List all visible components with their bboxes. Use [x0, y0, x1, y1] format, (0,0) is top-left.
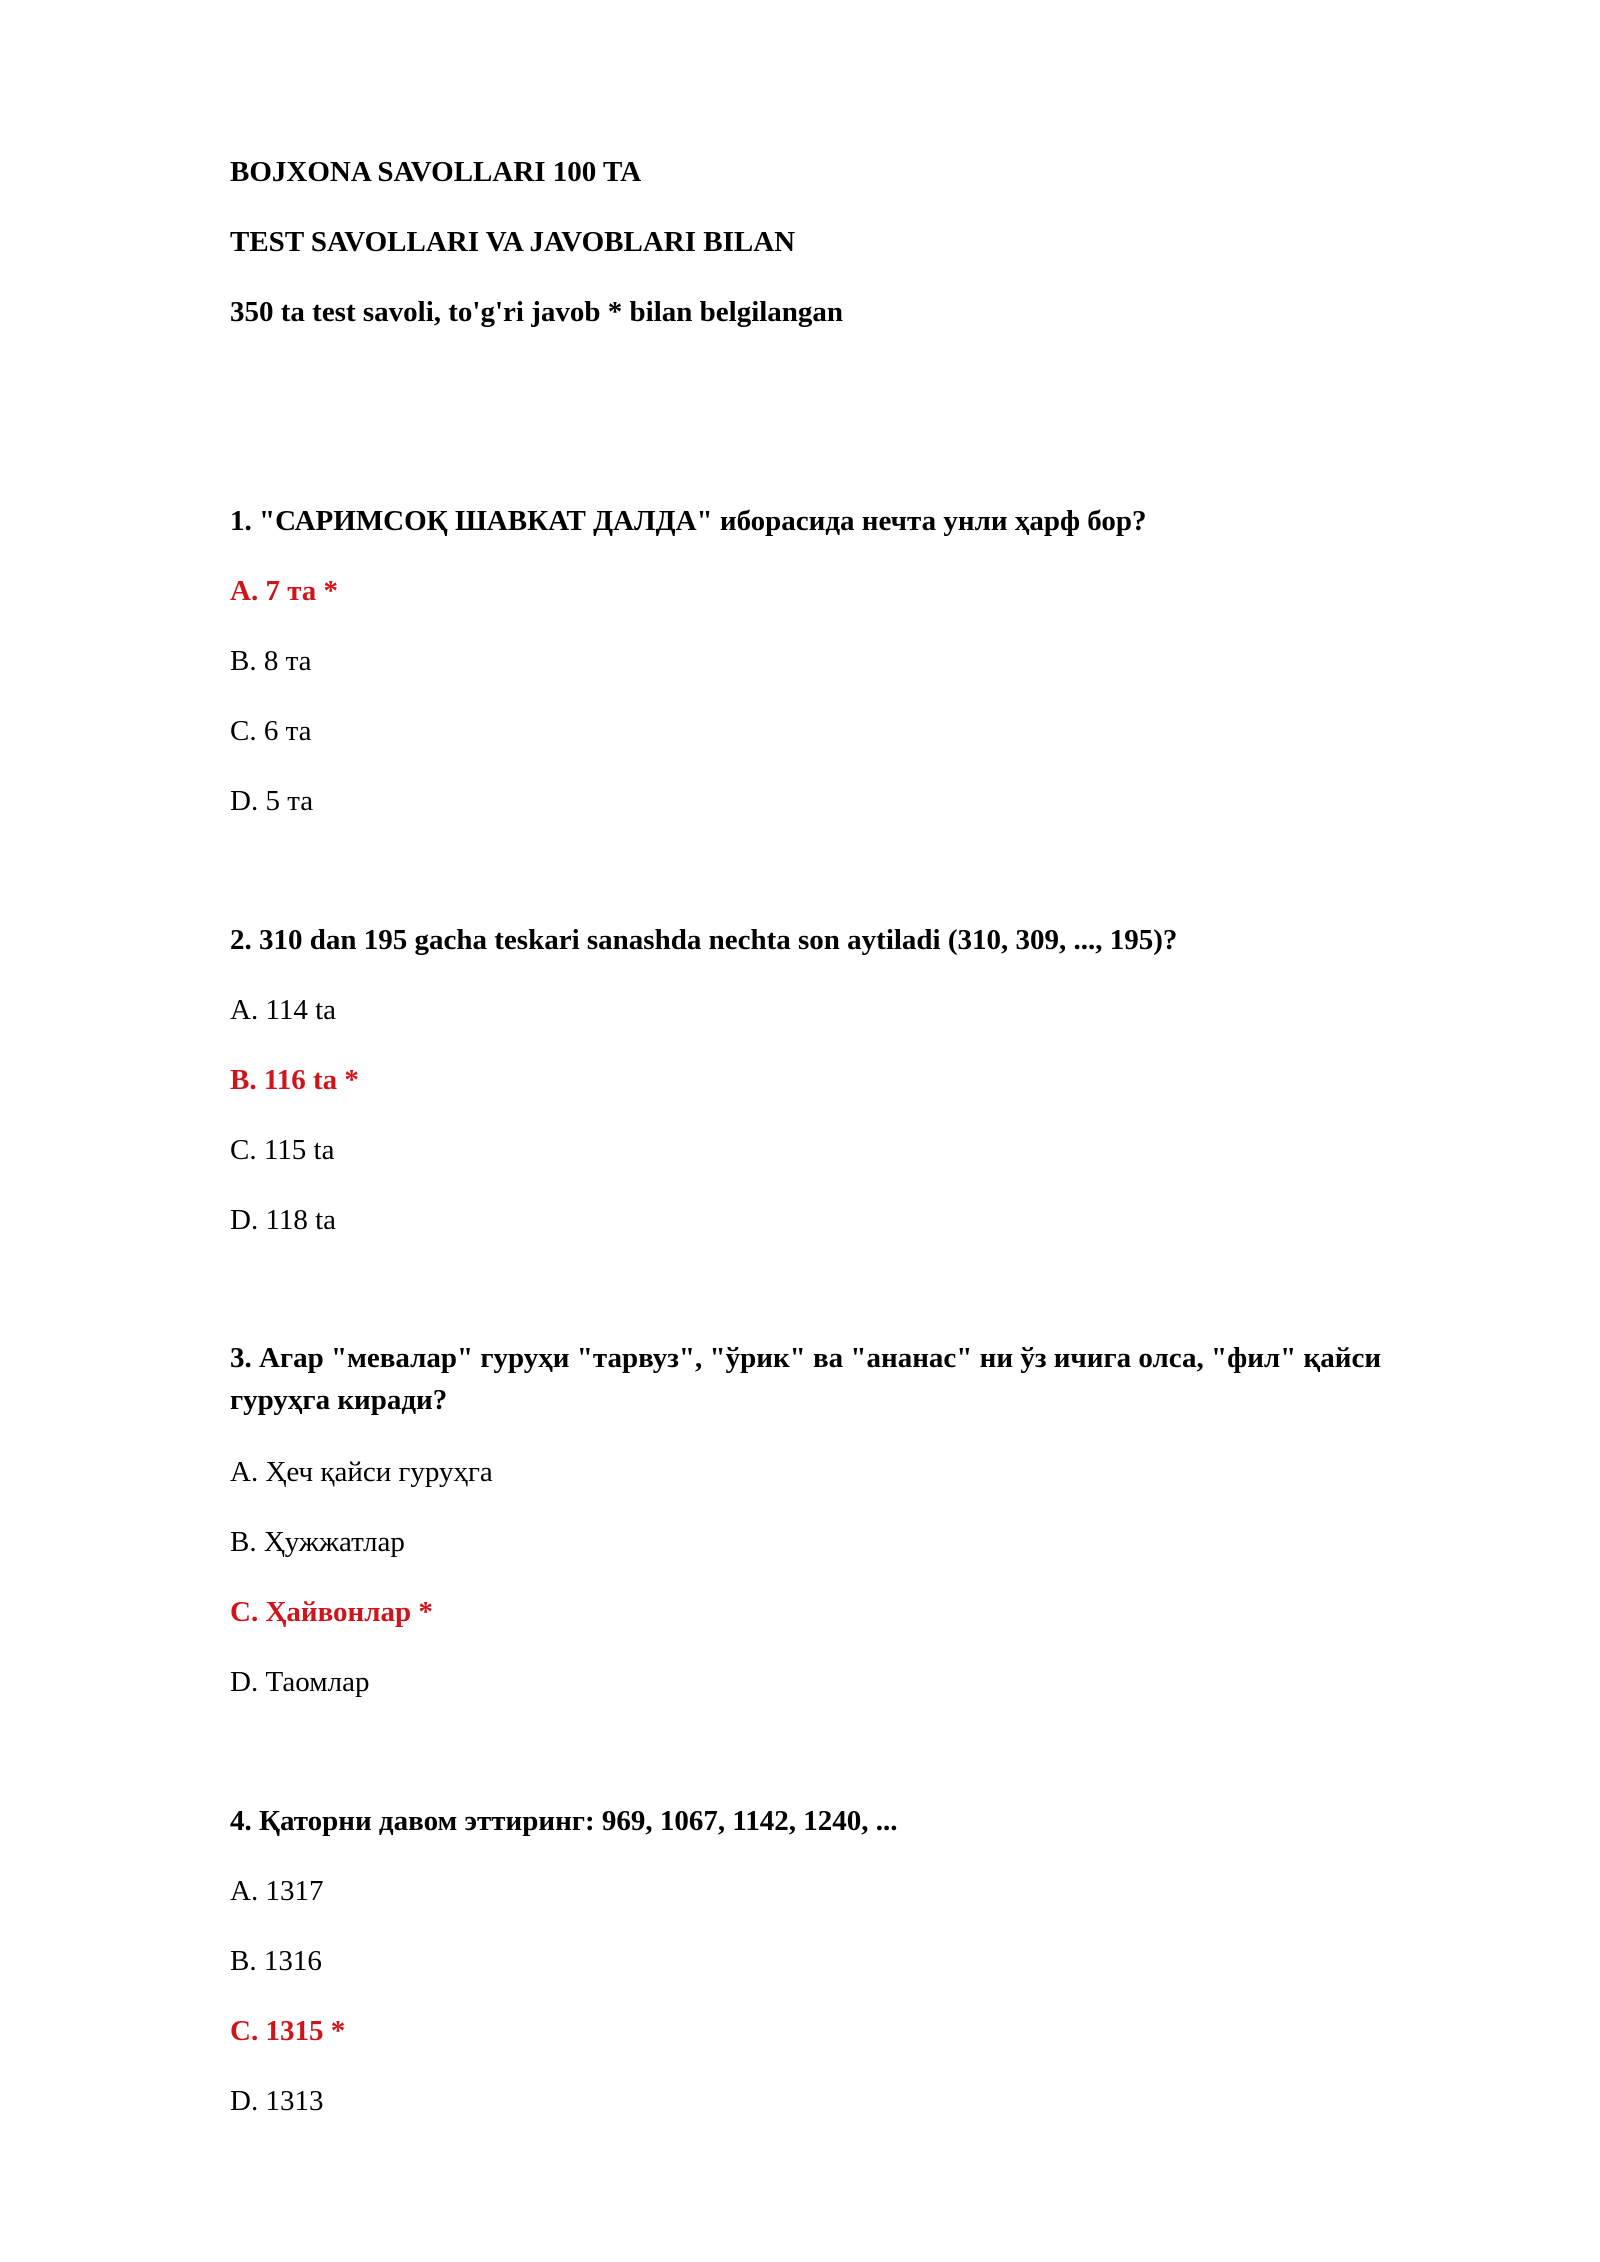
- question-4-text: 4. Қаторни давом эттиринг: 969, 1067, 1142, 1240, ...: [230, 1805, 898, 1837]
- question-4-option-a: A. 1317: [230, 1875, 324, 1907]
- document-note: 350 ta test savoli, to'g'ri javob * bilan belgilangan: [230, 296, 844, 328]
- question-4-option-d: D. 1313: [230, 2085, 324, 2117]
- question-1-option-c: C. 6 та: [230, 715, 312, 747]
- question-2-option-d: D. 118 ta: [230, 1204, 337, 1236]
- question-2-option-a: A. 114 ta: [230, 994, 337, 1026]
- question-3-option-b: B. Ҳужжатлар: [230, 1526, 405, 1558]
- question-3-option-c: C. Ҳайвонлар *: [230, 1596, 433, 1628]
- question-3-option-a: A. Ҳеч қайси гуруҳга: [230, 1456, 493, 1488]
- question-3-text: 3. Агар "мевалар" гуруҳи "тарвуз", "ўрик" ва "ананас" ни ўз ичига олса, "фил" қайси гуруҳга киради?: [230, 1342, 1382, 1416]
- question-1-option-d: D. 5 та: [230, 785, 314, 817]
- document-subtitle: TEST SAVOLLARI VA JAVOBLARI BILAN: [230, 226, 796, 258]
- question-2-option-c: C. 115 ta: [230, 1134, 335, 1166]
- question-1-option-a: A. 7 та *: [230, 575, 339, 607]
- question-2-option-b: B. 116 ta *: [230, 1064, 359, 1096]
- question-1-option-b: B. 8 та: [230, 645, 312, 677]
- document-title: BOJXONA SAVOLLARI 100 TA: [230, 156, 642, 188]
- question-2-text: 2. 310 dan 195 gacha teskari sanashda nechta son aytiladi (310, 309, ..., 195)?: [230, 924, 1178, 956]
- question-3-option-d: D. Таомлар: [230, 1666, 370, 1698]
- question-1-text: 1. "САРИМСОҚ ШАВКАТ ДАЛДА" иборасида нечта унли ҳарф бор?: [230, 505, 1147, 537]
- question-4-option-b: B. 1316: [230, 1945, 322, 1977]
- question-4-option-c: C. 1315 *: [230, 2015, 346, 2047]
